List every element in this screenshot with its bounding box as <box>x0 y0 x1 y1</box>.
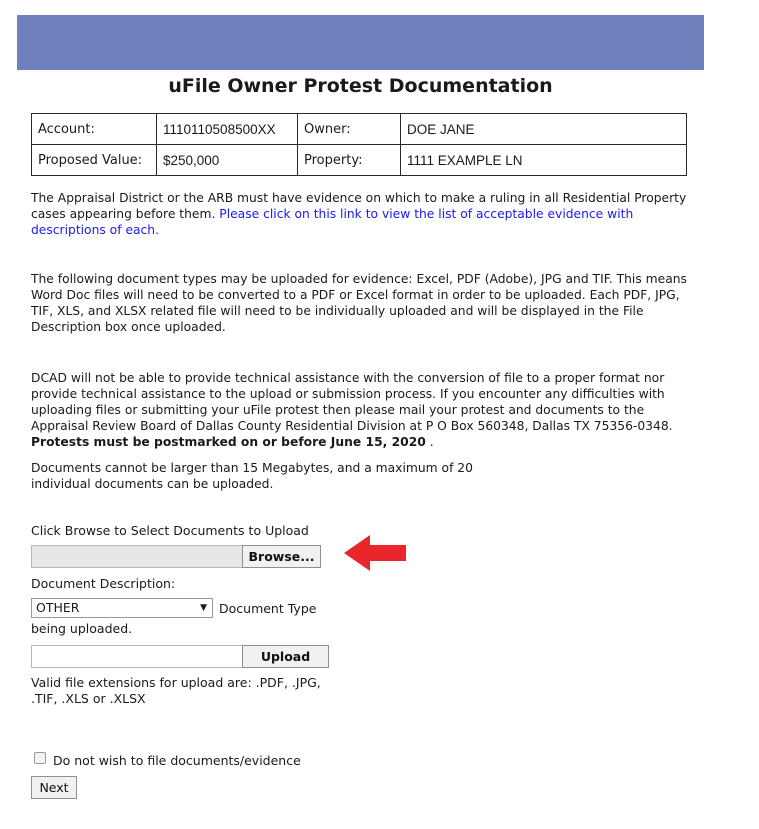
postmark-deadline: Protests must be postmarked on or before June 15, 2020 <box>31 435 426 449</box>
property-value: 1111 EXAMPLE LN <box>401 145 687 176</box>
acceptable-evidence-link[interactable]: Please click on this link to view the list of acceptable evidence with descriptions of each. <box>31 207 634 237</box>
valid-extensions-line2: .TIF, .XLS or .XLSX <box>31 691 146 706</box>
document-type-text: Document Type <box>219 601 317 616</box>
document-description-select[interactable] <box>31 598 213 618</box>
evidence-text: The Appraisal District or the ARB must have evidence on which to make a ruling in all Residential Property cases appearing before them. <box>31 191 687 221</box>
file-path-input[interactable] <box>31 545 243 568</box>
dcad-trailing: . <box>425 435 434 449</box>
upload-file-input[interactable] <box>31 645 243 668</box>
property-label: Property: <box>298 145 401 176</box>
proposed-value-label: Proposed Value: <box>32 145 157 176</box>
browse-button[interactable]: Browse... <box>242 545 321 568</box>
owner-label: Owner: <box>298 114 401 145</box>
account-info-table <box>31 113 687 176</box>
browse-instruction: Click Browse to Select Documents to Upload <box>31 523 309 538</box>
red-left-arrow-icon <box>340 533 410 573</box>
evidence-paragraph <box>31 190 691 238</box>
table-row <box>32 114 687 145</box>
dcad-assistance-paragraph <box>31 370 691 450</box>
table-row <box>32 145 687 176</box>
proposed-value-value: $250,000 <box>157 145 298 176</box>
upload-button[interactable]: Upload <box>242 645 329 668</box>
dcad-text: DCAD will not be able to provide technical assistance with the conversion of file to a proper format nor provide technical assistance to the upload or submission process. If you encounter any difficulties with uploading files or submitting your uFile protest then please mail your protest and documents to the Appraisal Review Board of Dallas County Residential Division at P O Box 560348, Dallas TX 75356-0348. <box>31 371 673 433</box>
valid-extensions-line1: Valid file extensions for upload are: .PDF, .JPG, <box>31 675 321 690</box>
document-description-label: Document Description: <box>31 576 176 591</box>
selected-option: OTHER <box>36 600 80 615</box>
caret-down-icon: ▼ <box>200 603 207 613</box>
next-button[interactable]: Next <box>31 776 77 799</box>
document-types-paragraph: The following document types may be uploaded for evidence: Excel, PDF (Adobe), JPG and TIF. This means Word Doc files will need to be converted to a PDF or Excel format in order to be uploaded. Each PDF, JPG, TIF, XLS, and XLSX related file will need to be individually uploaded and will be displayed in the File Description box once uploaded. <box>31 272 687 334</box>
owner-value: DOE JANE <box>401 114 687 145</box>
header-banner <box>17 15 704 70</box>
page-title: uFile Owner Protest Documentation <box>168 75 553 97</box>
no-documents-label: Do not wish to file documents/evidence <box>53 753 301 768</box>
account-value: 1110110508500XX <box>157 114 298 145</box>
document-type-text-continued: being uploaded. <box>31 621 133 636</box>
no-documents-checkbox[interactable] <box>34 752 46 764</box>
limits-paragraph: Documents cannot be larger than 15 Megabytes, and a maximum of 20 individual documents can be uploaded. <box>31 461 473 491</box>
account-label: Account: <box>32 114 157 145</box>
